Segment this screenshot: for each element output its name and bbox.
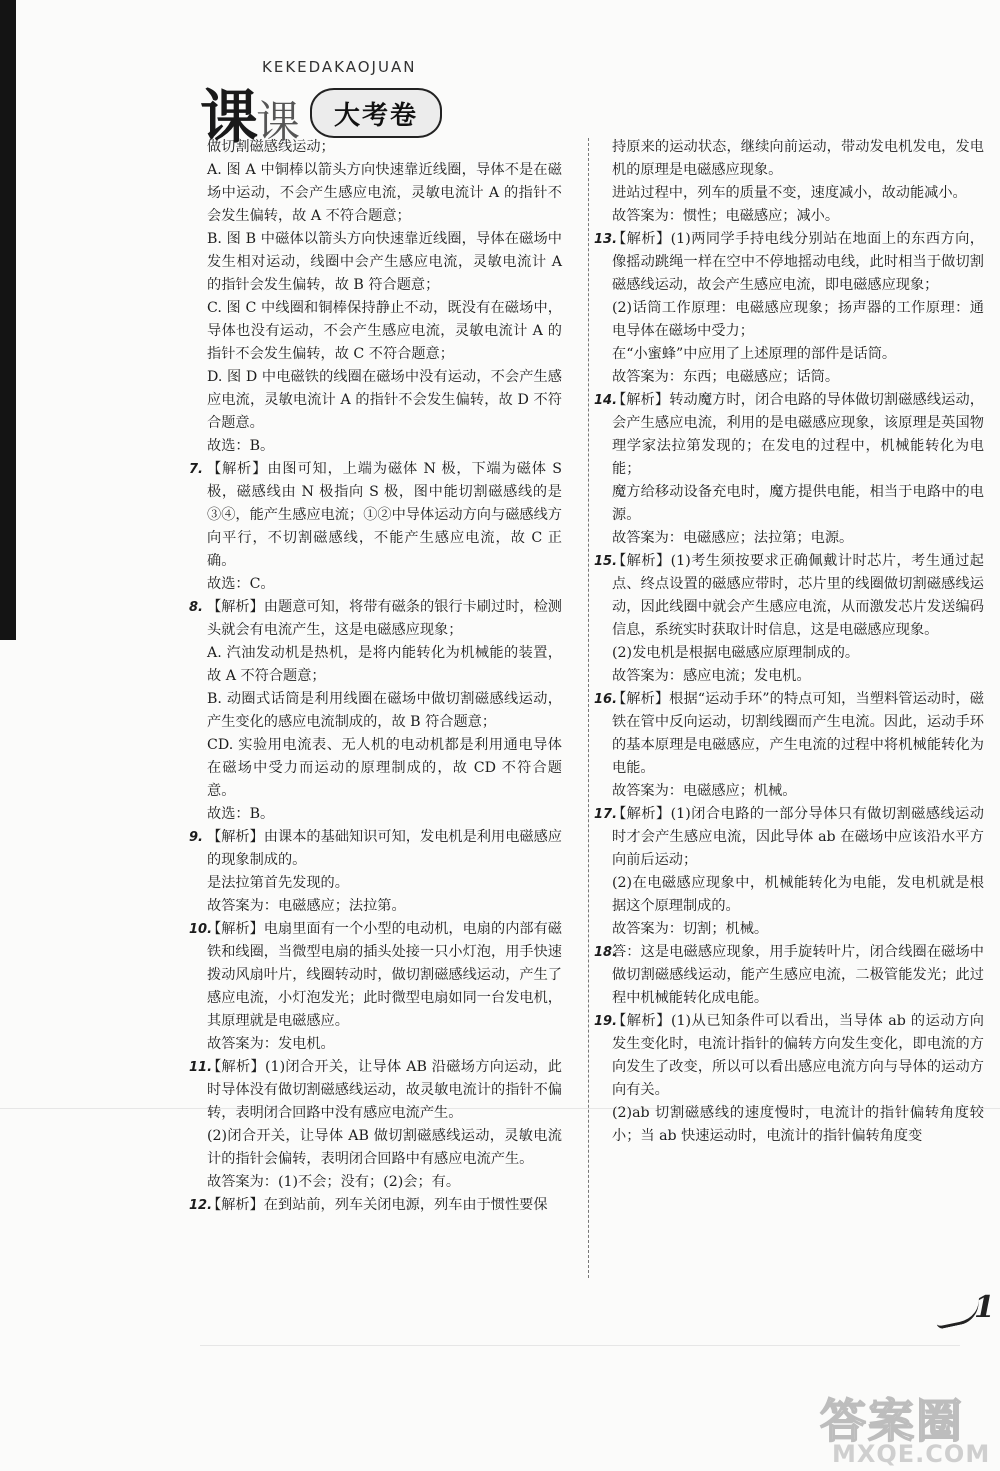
- answer-text: 故答案为：(1)不会；没有；(2)会；有。: [207, 1174, 461, 1190]
- item-number: 8.: [189, 600, 203, 615]
- answer-text: (2)ab 切割磁感线的速度慢时，电流计的指针偏转角度较小；当 ab 快速运动时，电流计的指针偏转角度变: [612, 1105, 984, 1144]
- answer-text: 【解析】电扇里面有一个小型的电动机，电扇的内部有磁铁和线圈，当微型电扇的插头处接一只小灯泡，用手快速拨动风扇叶片，线圈转动时，做切割磁感线运动，产生了感应电流，小灯泡发光；此时微型电扇如同一台发电机，其原理就是电磁感应。: [207, 921, 562, 1029]
- item-number: 18.: [594, 945, 618, 960]
- answer-text: 是法拉第首先发现的。: [207, 875, 349, 891]
- binding-spine: [0, 0, 16, 640]
- answer-text: 在“小蜜蜂”中应用了上述原理的部件是话筒。: [612, 346, 897, 362]
- item-number: 7.: [189, 462, 203, 477]
- left-column: [189, 136, 562, 1217]
- answer-text: D. 图 D 中电磁铁的线圈在磁场中没有运动，不会产生感应电流，灵敏电流计 A 的指针不会发生偏转，故 D 不符合题意。: [207, 369, 562, 431]
- right-column: [594, 136, 984, 1148]
- item-number: 10.: [189, 922, 213, 937]
- answer-text: C. 图 C 中线圈和铜棒保持静止不动，既没有在磁场中，导体也没有运动，不会产生感应电流，灵敏电流计 A 的指针不会发生偏转，故 C 不符合题意；: [207, 300, 562, 362]
- answer-item: [594, 941, 984, 1010]
- answer-item: [207, 136, 562, 458]
- answer-text: 【解析】由图可知，上端为磁体 N 极，下端为磁体 S 极，磁感线由 N 极指向 S 极，图中能切割磁感线的是③④，能产生感应电流；①②中导体运动方向与磁感线方向平行，不切割磁感线，不能产生感应电流，故 C 正确。: [207, 461, 562, 569]
- logo-char: 课: [200, 83, 259, 151]
- answer-text: 【解析】由课本的基础知识可知，发电机是利用电磁感应的现象制成的。: [207, 829, 562, 868]
- answer-item: [594, 688, 984, 803]
- answer-text: (2)在电磁感应现象中，机械能转化为电能，发电机就是根据这个原理制成的。: [612, 875, 984, 914]
- answer-text: 做切割磁感线运动；: [207, 139, 335, 155]
- answer-item: [594, 1010, 984, 1148]
- answer-text: 故答案为：东西；电磁感应；话筒。: [612, 369, 840, 385]
- item-number: 19.: [594, 1014, 618, 1029]
- answer-item: [594, 228, 984, 389]
- item-number: 12.: [189, 1198, 213, 1213]
- answer-text: B. 图 B 中磁体以箭头方向快速靠近线圈，导体在磁场中发生相对运动，线圈中会产生感应电流，灵敏电流计 A 的指针会发生偏转，故 B 符合题意；: [207, 231, 562, 293]
- watermark: 答案圈: [820, 1394, 964, 1448]
- item-number: 16.: [594, 692, 618, 707]
- logo-char: 课: [256, 97, 300, 148]
- answer-text: 【解析】在到站前，列车关闭电源，列车由于惯性要保: [207, 1197, 548, 1213]
- header-latin: KEKEDAKAOJUAN: [262, 58, 417, 76]
- answer-text: CD. 实验用电流表、无人机的电动机都是利用通电导体在磁场中受力而运动的原理制成的，故 CD 不符合题意。: [207, 737, 562, 799]
- answer-item: [189, 458, 562, 596]
- answer-item: [189, 1194, 562, 1217]
- item-number: 11.: [189, 1060, 213, 1075]
- answer-text: 【解析】(1)从已知条件可以看出，当导体 ab 的运动方向发生变化时，电流计指针的偏转方向发生变化，即电流的方向发生了改变，所以可以看出感应电流方向与导体的运动方向有关。: [612, 1013, 984, 1098]
- answer-item: [189, 1056, 562, 1194]
- scan-line: [200, 1345, 960, 1346]
- answer-text: 【解析】(1)闭合开关，让导体 AB 沿磁场方向运动，此时导体没有做切割磁感线运动，故灵敏电流计的指针不偏转，表明闭合回路中没有感应电流产生。: [207, 1059, 562, 1121]
- page-number: 1: [974, 1290, 995, 1325]
- header-banner: 大考卷: [310, 88, 442, 138]
- item-number: 14.: [594, 393, 618, 408]
- answer-text: (2)话筒工作原理：电磁感应现象；扬声器的工作原理：通电导体在磁场中受力；: [612, 300, 984, 339]
- answer-text: 【解析】转动魔方时，闭合电路的导体做切割磁感线运动，会产生感应电流，利用的是电磁感应现象，该原理是英国物理学家法拉第发现的；在发电的过程中，机械能转化为电能；: [612, 392, 984, 477]
- answer-text: 故答案为：惯性；电磁感应；减小。: [612, 208, 840, 224]
- answer-text: 故答案为：电磁感应；法拉第。: [207, 898, 406, 914]
- answer-text: 故答案为：发电机。: [207, 1036, 335, 1052]
- item-number: 9.: [189, 830, 203, 845]
- answer-text: 故答案为：感应电流；发电机。: [612, 668, 811, 684]
- answer-text: 【解析】(1)两同学手持电线分别站在地面上的东西方向，像摇动跳绳一样在空中不停地摇动电线，此时相当于做切割磁感线运动，故会产生感应电流，即电磁感应现象；: [612, 231, 984, 293]
- answer-item: [612, 136, 984, 228]
- answer-text: A. 图 A 中铜棒以箭头方向快速靠近线圈，导体不是在磁场中运动，不会产生感应电流，灵敏电流计 A 的指针不会发生偏转，故 A 不符合题意；: [207, 162, 562, 224]
- answer-text: (2)闭合开关，让导体 AB 做切割磁感线运动，灵敏电流计的指针会偏转，表明闭合回路中有感应电流产生。: [207, 1128, 562, 1167]
- answer-text: B. 动圈式话筒是利用线圈在磁场中做切割磁感线运动，产生变化的感应电流制成的，故 B 符合题意；: [207, 691, 562, 730]
- answer-text: (2)发电机是根据电磁感应原理制成的。: [612, 645, 860, 661]
- answer-item: [594, 389, 984, 550]
- item-number: 17.: [594, 807, 618, 822]
- answer-text: 进站过程中，列车的质量不变，速度减小，故动能减小。: [612, 185, 967, 201]
- answer-text: 故答案为：电磁感应；机械。: [612, 783, 797, 799]
- watermark-url: MXQE.COM: [832, 1440, 991, 1468]
- answer-item: [189, 918, 562, 1056]
- answer-item: [594, 550, 984, 688]
- item-number: 13.: [594, 232, 618, 247]
- answer-text: 故选：B。: [207, 806, 275, 822]
- answer-item: [189, 596, 562, 826]
- answer-text: 故答案为：切割；机械。: [612, 921, 769, 937]
- page-header: [200, 52, 640, 151]
- answer-text: 【解析】根据“运动手环”的特点可知，当塑料管运动时，磁铁在管中反向运动，切割线圈而产生电流。因此，运动手环的基本原理是电磁感应，产生电流的过程中将机械能转化为电能。: [612, 691, 984, 776]
- answer-item: [189, 826, 562, 918]
- answer-text: A. 汽油发动机是热机，是将内能转化为机械能的装置，故 A 不符合题意；: [207, 645, 562, 684]
- answer-text: 故选：C。: [207, 576, 275, 592]
- answer-text: 【解析】由题意可知，将带有磁条的银行卡刷过时，检测头就会有电流产生，这是电磁感应现象；: [207, 599, 562, 638]
- answer-text: 【解析】(1)闭合电路的一部分导体只有做切割磁感线运动时才会产生感应电流，因此导体 ab 在磁场中应该沿水平方向前后运动；: [612, 806, 984, 868]
- answer-text: 答：这是电磁感应现象，用手旋转叶片，闭合线圈在磁场中做切割磁感线运动，能产生感应电流，二极管能发光；此过程中机械能转化成电能。: [612, 944, 984, 1006]
- item-number: 15.: [594, 554, 618, 569]
- answer-text: 故选：B。: [207, 438, 275, 454]
- answer-item: [594, 803, 984, 941]
- answer-text: 故答案为：电磁感应；法拉第；电源。: [612, 530, 854, 546]
- answer-text: 魔方给移动设备充电时，魔方提供电能，相当于电路中的电源。: [612, 484, 984, 523]
- answer-text: 【解析】(1)考生须按要求正确佩戴计时芯片，考生通过起点、终点设置的磁感应带时，芯片里的线圈做切割磁感线运动，因此线圈中就会产生感应电流，从而激发芯片发送编码信息，系统实时获取计时信息，这是电磁感应现象。: [612, 553, 984, 638]
- answer-text: 持原来的运动状态，继续向前运动，带动发电机发电，发电机的原理是电磁感应现象。: [612, 139, 984, 178]
